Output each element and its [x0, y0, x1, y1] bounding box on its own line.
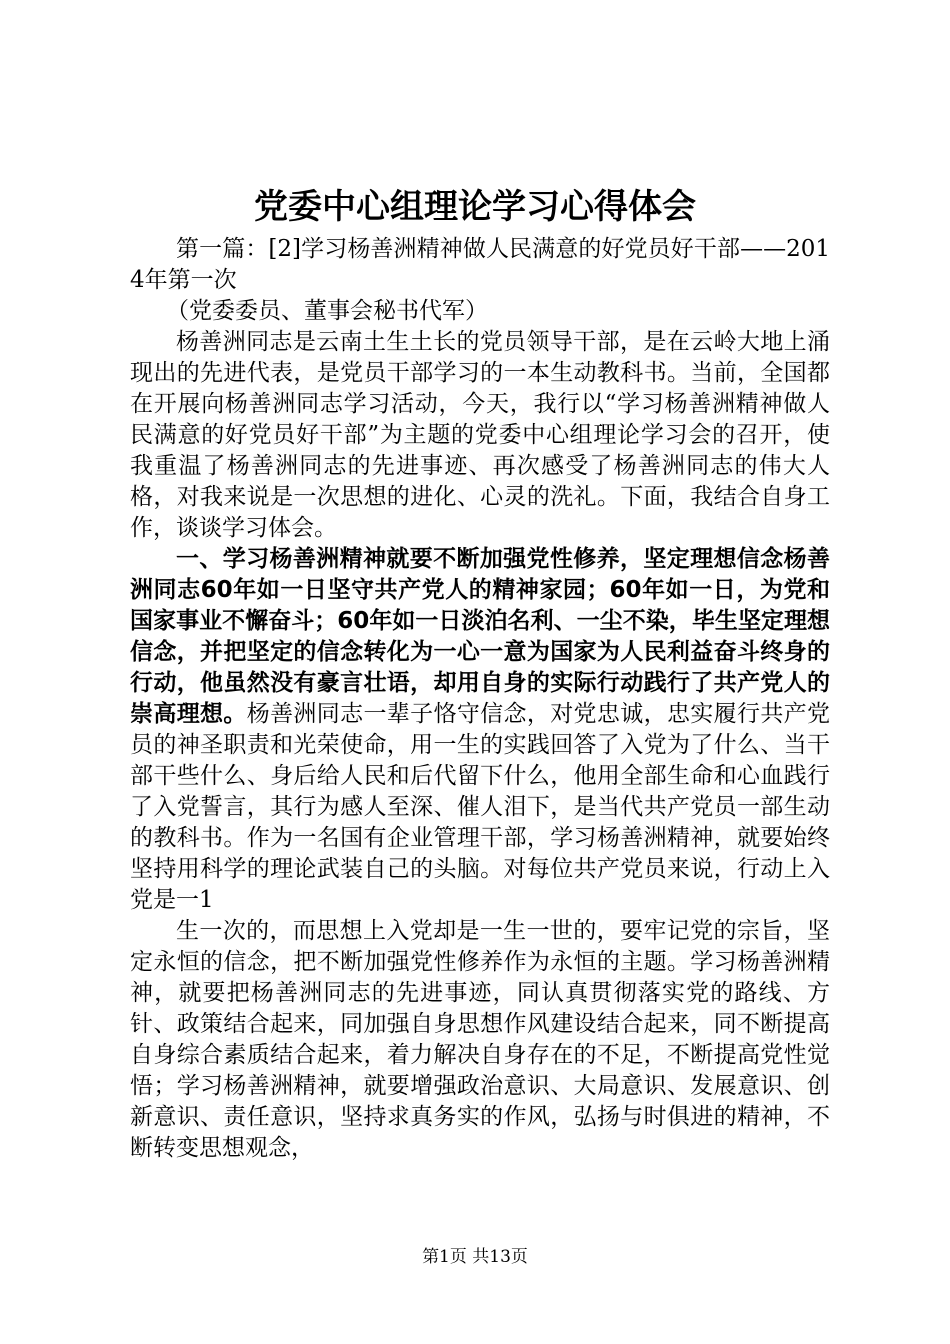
paragraph-2-bold-lead: 一、学习杨善洲精神就要不断加强党性修养，坚定理想信念杨善洲同志60年如一日坚守共产党人的精神家园；60年如一日，为党和国家事业不懈奋斗；60年如一日淡泊名利、一尘不染，毕生坚定理想信念，并把坚定的信念转化为一心一意为国家为人民利益奋斗终身的行动，他虽然没有豪言壮语，却用自身的实际行动践行了共产党人的崇高理想。	[130, 546, 830, 727]
document-body	[130, 234, 830, 1164]
document-title: 党委中心组理论学习心得体会	[254, 187, 696, 227]
section-heading-line: 第一篇：[2]学习杨善洲精神做人民满意的好党员好干部——2014年第一次	[130, 236, 830, 293]
paragraph-3: 生一次的，而思想上入党却是一生一世的，要牢记党的宗旨，坚定永恒的信念，把不断加强党性修养作为永恒的主题。学习杨善洲精神，就要把杨善洲同志的先进事迹，同认真贯彻落实党的路线、方针、政策结合起来，同加强自身思想作风建设结合起来，同不断提高自身综合素质结合起来，着力解决自身存在的不足，不断提高党性觉悟；学习杨善洲精神，就要增强政治意识、大局意识、发展意识、创新意识、责任意识，坚持求真务实的作风，弘扬与时俱进的精神，不断转变思想观念，	[130, 918, 830, 1161]
byline: （党委委员、董事会秘书代军）	[166, 298, 488, 324]
page-number: 第1页 共13页	[422, 1247, 528, 1267]
paragraph-1: 杨善洲同志是云南土生土长的党员领导干部，是在云岭大地上涌现出的先进代表，是党员干部学习的一本生动教科书。当前，全国都在开展向杨善洲同志学习活动，今天，我行以“学习杨善洲精神做人民满意的好党员好干部”为主题的党委中心组理论学习会的召开，使我重温了杨善洲同志的先进事迹、再次感受了杨善洲同志的伟大人格，对我来说是一次思想的进化、心灵的洗礼。下面，我结合自身工作，谈谈学习体会。	[130, 329, 830, 541]
paragraph-2	[130, 544, 830, 916]
paragraph-2-text: 杨善洲同志一辈子恪守信念，对党忠诚，忠实履行共产党员的神圣职责和光荣使命，用一生的实践回答了入党为了什么、当干部干些什么、身后给人民和后代留下什么，他用全部生命和心血践行了入党誓言，其行为感人至深、催人泪下，是当代共产党员一部生动的教科书。作为一名国有企业管理干部，学习杨善洲精神，就要始终坚持用科学的理论武装自己的头脑。对每位共产党员来说，行动上入党是一1	[130, 701, 831, 913]
